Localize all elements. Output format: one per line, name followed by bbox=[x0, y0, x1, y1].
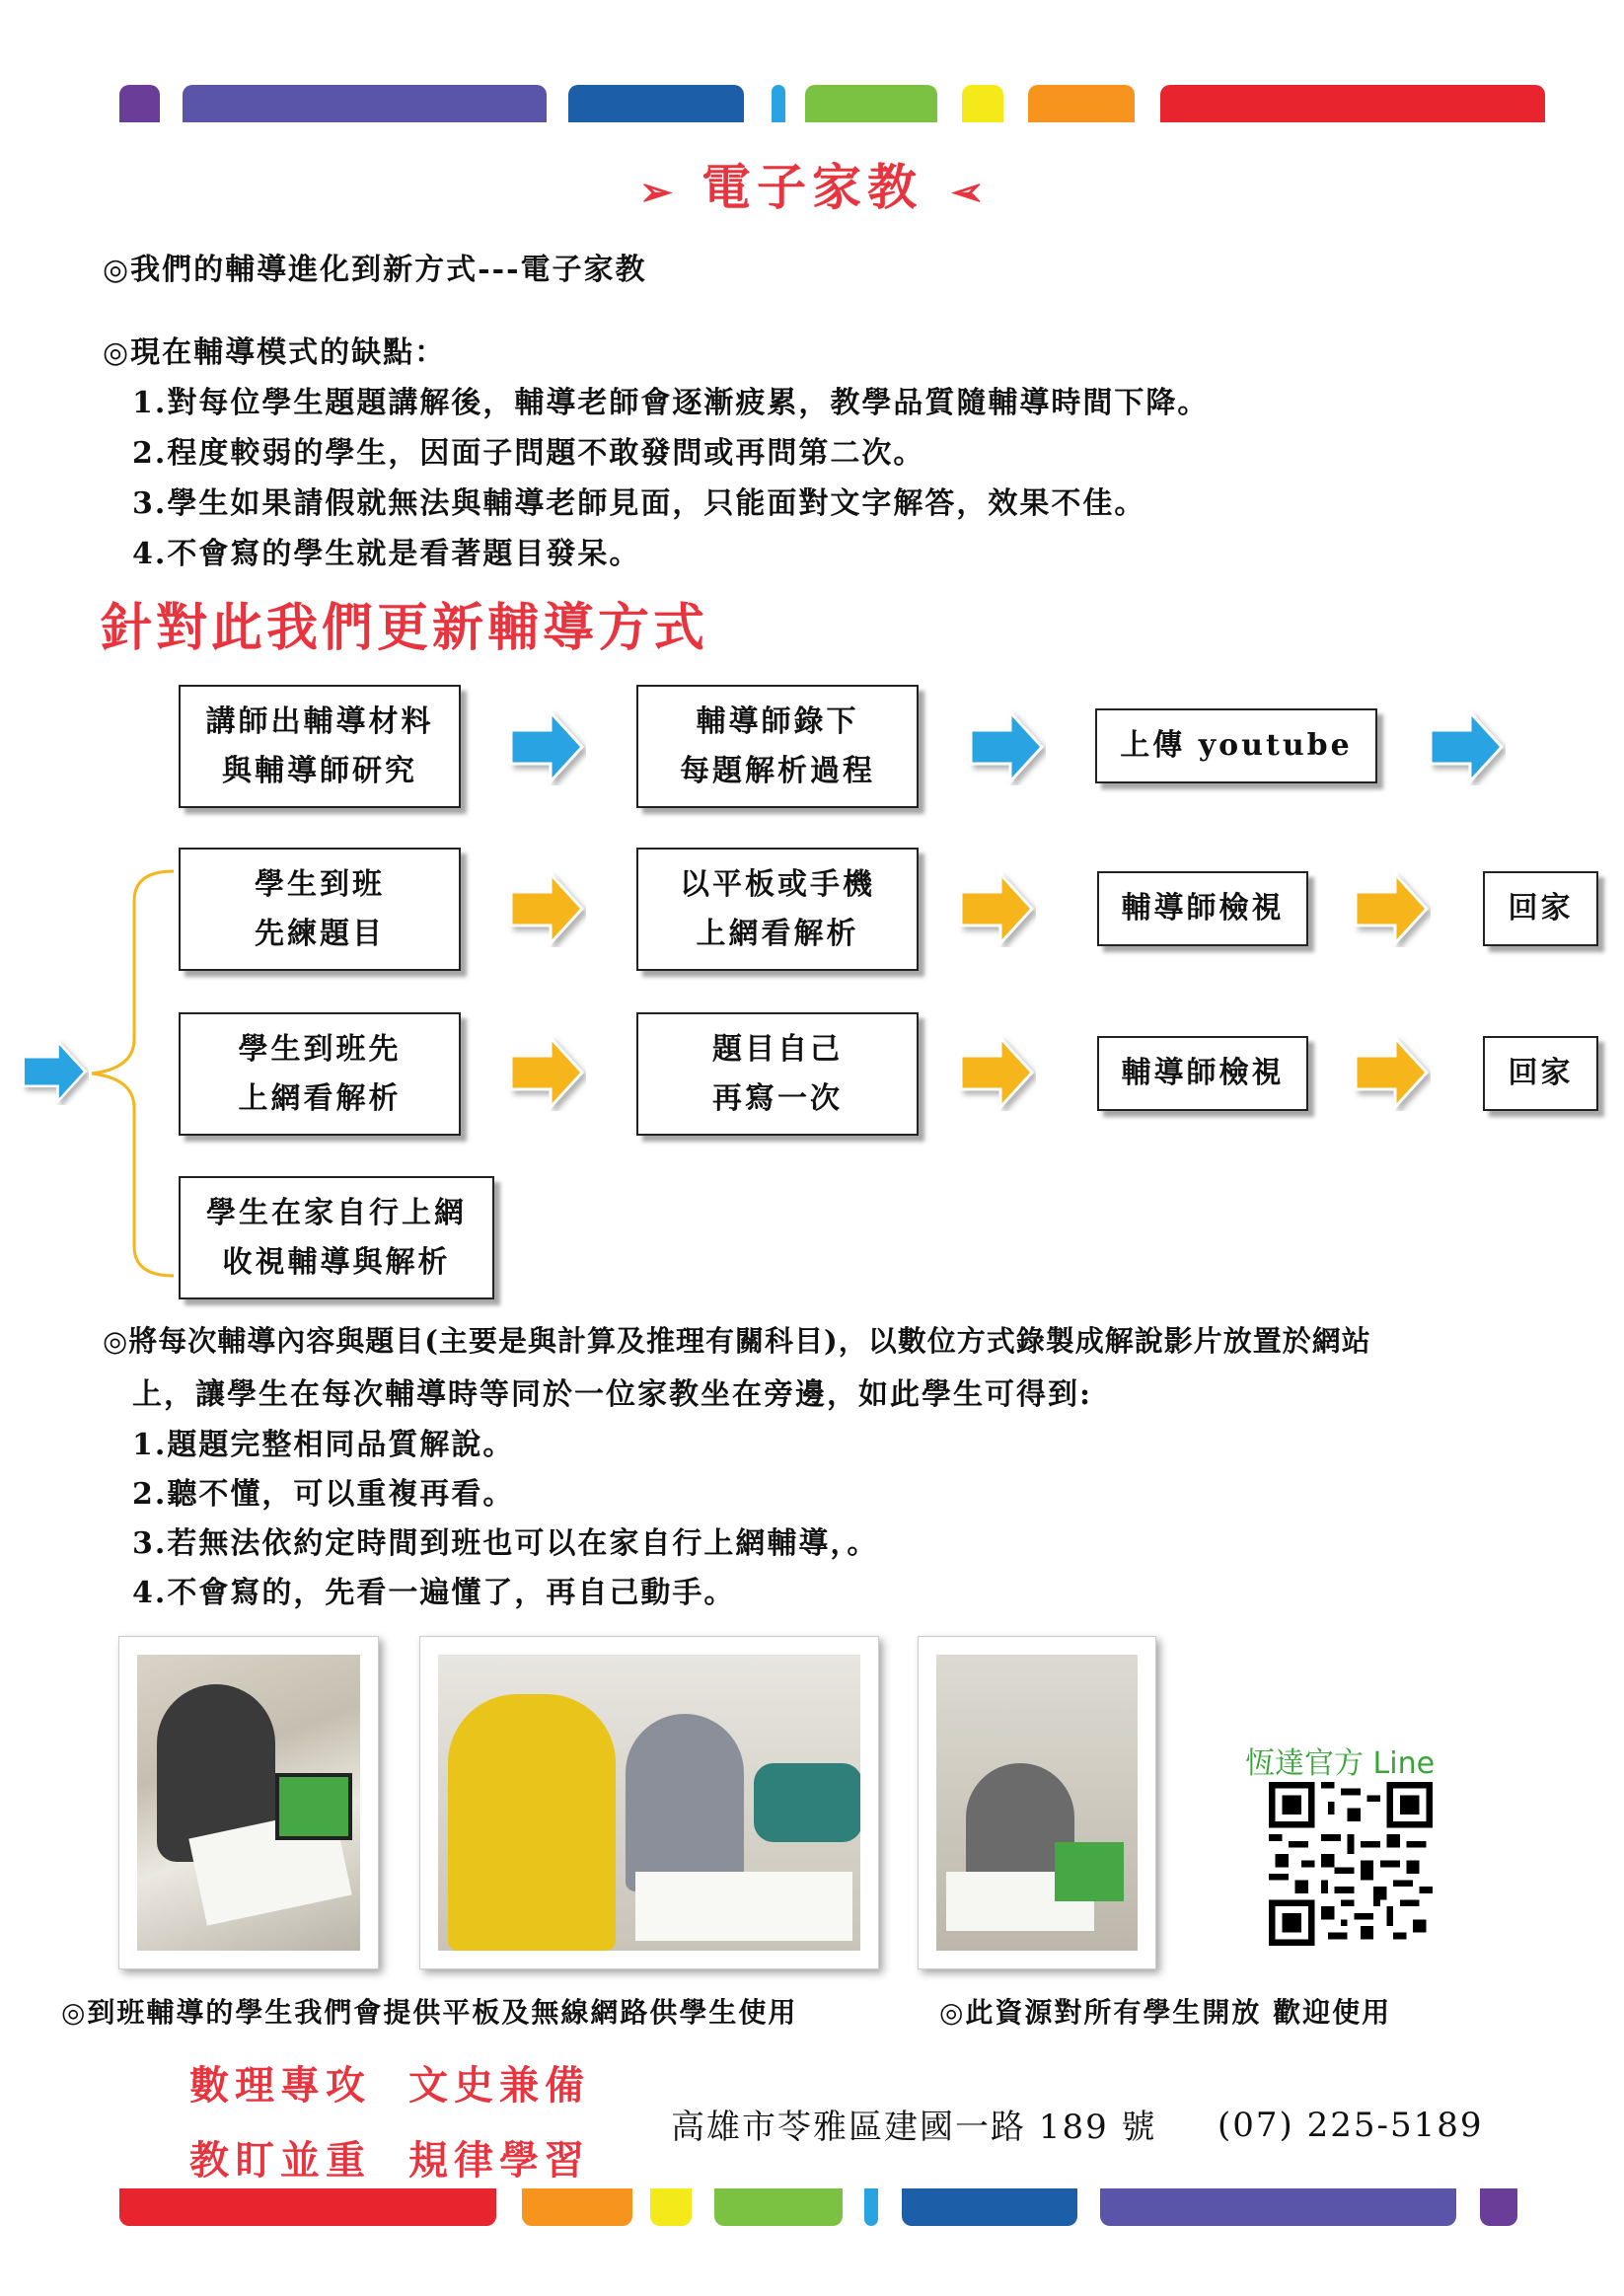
arrow-right-icon bbox=[20, 1038, 89, 1105]
qr-code-icon[interactable] bbox=[1269, 1782, 1433, 1946]
slogan-3: 教盯並重 bbox=[189, 2137, 371, 2184]
caption-right: ◎此資源對所有學生開放 歡迎使用 bbox=[939, 1996, 1392, 2029]
flow-row2-box1 bbox=[179, 848, 461, 971]
bar-yellow bbox=[650, 2188, 692, 2226]
address: 高雄市苓雅區建國一路 189 號 bbox=[671, 2108, 1157, 2147]
update-heading: 針對此我們更新輔導方式 bbox=[101, 598, 709, 658]
benefit-item-4: 4.不會寫的，先看一遍懂了，再自己動手。 bbox=[132, 1576, 736, 1610]
arrow-right-icon bbox=[957, 1034, 1036, 1111]
box-line: 學生到班 bbox=[255, 866, 385, 902]
box-line: 再寫一次 bbox=[712, 1080, 843, 1116]
chair-shape bbox=[754, 1763, 860, 1842]
page-title-text: 電子家教 bbox=[701, 158, 923, 216]
flow-row1-box2 bbox=[636, 685, 919, 808]
student-figure bbox=[626, 1714, 744, 1891]
box-line: 先練題目 bbox=[255, 916, 385, 951]
box-line: 學生到班先 bbox=[238, 1031, 402, 1067]
intro-line: ◎我們的輔導進化到新方式---電子家教 bbox=[103, 253, 647, 287]
box-line: 學生在家自行上網 bbox=[206, 1195, 467, 1230]
bar-blue bbox=[568, 85, 744, 122]
page-title bbox=[0, 148, 1624, 219]
arrow-right-icon bbox=[1352, 1034, 1431, 1111]
bar-purple bbox=[119, 85, 160, 122]
bar-violet bbox=[1100, 2188, 1456, 2226]
box-line: 收視輔導與解析 bbox=[222, 1244, 451, 1280]
bar-orange bbox=[522, 2188, 632, 2226]
line-label: 恆達官方 Line bbox=[1245, 1746, 1436, 1781]
teacher-figure bbox=[448, 1694, 616, 1951]
paper-shape bbox=[635, 1872, 852, 1941]
bar-cyan bbox=[864, 2188, 878, 2226]
tablet-shape bbox=[1055, 1842, 1124, 1901]
flow-row3-box1 bbox=[179, 1012, 461, 1136]
arrow-right-icon bbox=[967, 708, 1046, 785]
photo-classroom bbox=[918, 1636, 1156, 1969]
drawback-item-4: 4.不會寫的學生就是看著題目發呆。 bbox=[132, 537, 641, 571]
flow-row1-box3 bbox=[1095, 708, 1377, 783]
drawback-item-2: 2.程度較弱的學生，因面子問題不敢發問或再問第二次。 bbox=[132, 436, 925, 471]
flow-row2-box2 bbox=[636, 848, 919, 971]
benefit-item-3: 3.若無法依約定時間到班也可以在家自行上網輔導，。 bbox=[132, 1526, 879, 1561]
bar-orange bbox=[1028, 85, 1135, 122]
triangle-right-icon: ➢ bbox=[639, 168, 679, 215]
drawback-item-1: 1.對每位學生題題講解後，輔導老師會逐漸疲累，教學品質隨輔導時間下降。 bbox=[132, 386, 1210, 420]
box-line: 題目自己 bbox=[712, 1031, 843, 1067]
flow-row4-box1 bbox=[179, 1176, 494, 1299]
arrow-right-icon bbox=[507, 708, 586, 785]
flow-row3-box3 bbox=[1097, 1036, 1308, 1111]
box-line: 與輔導師研究 bbox=[222, 753, 417, 788]
box-line: 上網看解析 bbox=[238, 1080, 402, 1116]
box-line: 以平板或手機 bbox=[680, 866, 875, 902]
box-line: 回家 bbox=[1508, 891, 1574, 926]
drawback-item-3: 3.學生如果請假就無法與輔導老師見面，只能面對文字解答，效果不佳。 bbox=[132, 486, 1146, 521]
tablet-shape bbox=[275, 1773, 352, 1840]
flow-row3-box2 bbox=[636, 1012, 919, 1136]
box-line: 輔導師錄下 bbox=[696, 704, 859, 739]
flow-bracket bbox=[87, 861, 185, 1286]
bar-blue bbox=[902, 2188, 1077, 2226]
benefit-item-2: 2.聽不懂，可以重複再看。 bbox=[132, 1477, 515, 1512]
benefits-lead-1: ◎將每次輔導內容與題目(主要是與計算及推理有關科目)，以數位方式錄製成解說影片放置於網站 bbox=[103, 1324, 1371, 1358]
box-line: 上網看解析 bbox=[696, 916, 859, 951]
arrow-right-icon bbox=[507, 870, 586, 947]
flow-row3-box4 bbox=[1483, 1036, 1598, 1111]
photo-student-writing bbox=[118, 1636, 379, 1969]
bar-red bbox=[119, 2188, 496, 2226]
bar-cyan bbox=[772, 85, 785, 122]
slogan-2: 文史兼備 bbox=[408, 2062, 590, 2109]
bar-violet bbox=[183, 85, 547, 122]
bar-green bbox=[714, 2188, 843, 2226]
benefit-item-1: 1.題題完整相同品質解說。 bbox=[132, 1428, 515, 1462]
box-line: 上傳 youtube bbox=[1120, 728, 1353, 763]
flow-row1-box1 bbox=[179, 685, 461, 808]
caption-left: ◎到班輔導的學生我們會提供平板及無線網路供學生使用 bbox=[61, 1996, 798, 2029]
box-line: 輔導師檢視 bbox=[1121, 1056, 1285, 1090]
benefits-lead-2: 上，讓學生在每次輔導時等同於一位家教坐在旁邊，如此學生可得到: bbox=[132, 1377, 1093, 1412]
box-line: 輔導師檢視 bbox=[1121, 891, 1285, 926]
arrow-right-icon bbox=[507, 1034, 586, 1111]
flow-row2-box4 bbox=[1483, 871, 1598, 946]
photo-teacher-helping bbox=[419, 1636, 879, 1969]
bar-purple bbox=[1480, 2188, 1517, 2226]
bar-yellow bbox=[962, 85, 1003, 122]
triangle-left-icon: ➢ bbox=[945, 168, 985, 215]
bar-red bbox=[1160, 85, 1545, 122]
box-line: 講師出輔導材料 bbox=[205, 704, 434, 739]
arrow-right-icon bbox=[957, 870, 1036, 947]
arrow-right-icon bbox=[1352, 870, 1431, 947]
flow-row2-box3 bbox=[1097, 871, 1308, 946]
phone-number: (07) 225-5189 bbox=[1218, 2106, 1484, 2145]
arrow-right-icon bbox=[1427, 708, 1506, 785]
box-line: 回家 bbox=[1508, 1056, 1574, 1090]
box-line: 每題解析過程 bbox=[680, 753, 875, 788]
slogan-4: 規律學習 bbox=[408, 2137, 590, 2184]
drawbacks-heading: ◎現在輔導模式的缺點： bbox=[103, 335, 447, 370]
bar-green bbox=[805, 85, 937, 122]
slogan-1: 數理專攻 bbox=[189, 2062, 371, 2109]
